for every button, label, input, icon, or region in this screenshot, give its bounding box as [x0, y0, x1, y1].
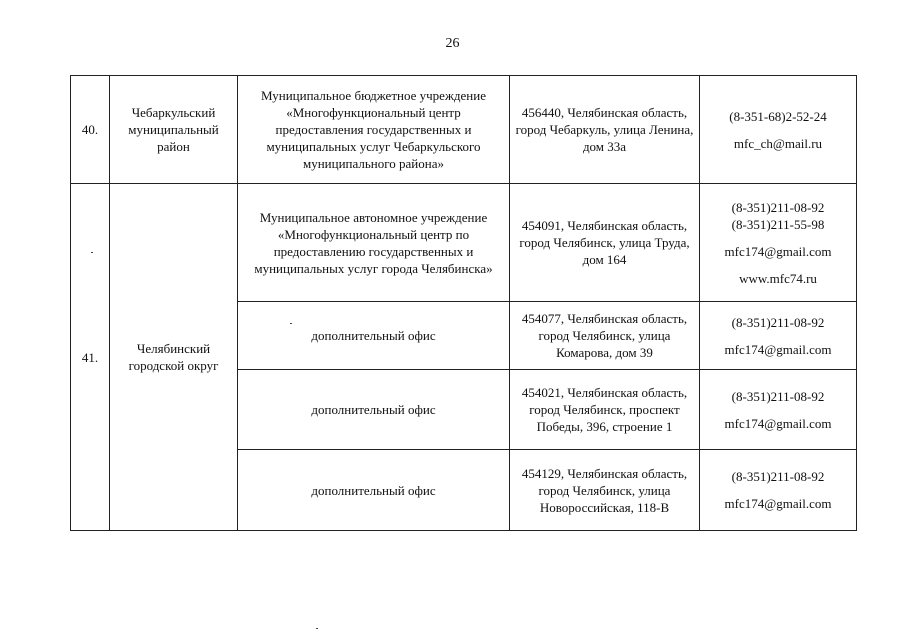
address-cell: [510, 184, 700, 302]
phone-number-secondary: (8-351)211-55-98: [731, 216, 825, 232]
address-cell: [510, 76, 700, 184]
address-text: 454021, Челябинская область, город Челябинск, проспект Победы, 396, строение 1: [521, 385, 688, 434]
contacts-cell: [700, 76, 857, 184]
address-text: 454077, Челябинская область, город Челябинск, улица Комарова, дом 39: [521, 311, 688, 360]
row-number-cell: [71, 184, 110, 531]
scan-speck: [91, 252, 93, 253]
row-number: 41.: [81, 349, 99, 365]
mfc-registry-table: [70, 75, 857, 531]
email-address: mfc_ch@mail.ru: [733, 135, 823, 151]
organization-name: дополнительный офис: [311, 402, 436, 417]
phone-number: (8-351)211-08-92: [731, 199, 825, 215]
district-cell: [110, 76, 238, 184]
contacts-cell: [700, 184, 857, 302]
address-cell: [510, 370, 700, 450]
organization-name: Муниципальное автономное учреждение «Многофункциональный центр по предоставлению государственных и муниципальных услуг города Челябинска»: [254, 209, 493, 276]
organization-cell: [238, 302, 510, 370]
address-text: 454091, Челябинская область, город Челябинск, улица Труда, дом 164: [519, 218, 690, 267]
email-address: mfc174@gmail.com: [724, 341, 832, 357]
organization-cell: [238, 370, 510, 450]
phone-number: (8-351)211-08-92: [731, 388, 825, 404]
phone-number: (8-351)211-08-92: [731, 469, 825, 484]
table-row: [71, 76, 857, 184]
address-cell: [510, 450, 700, 531]
organization-name: Муниципальное бюджетное учреждение «Многофункциональный центр предоставления государственных и муниципальных услуг Чебаркульского муниципального района»: [261, 88, 486, 171]
phone-number: (8-351)211-08-92: [731, 314, 825, 330]
phone-number: (8-351-68)2-52-24: [729, 108, 827, 124]
address-text: 456440, Челябинская область, город Чебаркуль, улица Ленина, дом 33а: [515, 105, 694, 154]
scan-speck: [316, 628, 318, 629]
scan-speck: [290, 323, 292, 324]
organization-name: дополнительный офис: [311, 328, 436, 343]
email-address: mfc174@gmail.com: [724, 243, 832, 259]
email-address: mfc174@gmail.com: [724, 496, 832, 511]
page-number: 26: [445, 36, 460, 51]
row-number: 40.: [81, 122, 99, 137]
address-text: 454129, Челябинская область, город Челябинск, улица Новороссийская, 118-В: [521, 465, 688, 515]
contacts-cell: [700, 450, 857, 531]
table-row: [71, 184, 857, 302]
email-address: mfc174@gmail.com: [724, 415, 832, 431]
contacts-cell: [700, 370, 857, 450]
website-address: www.mfc74.ru: [739, 270, 817, 286]
address-cell: [510, 302, 700, 370]
district-name: Чебаркульский муниципальный район: [128, 105, 219, 154]
organization-cell: [238, 450, 510, 531]
organization-cell: [238, 76, 510, 184]
district-cell: [110, 184, 238, 531]
contacts-cell: [700, 302, 857, 370]
organization-cell: [238, 184, 510, 302]
row-number-cell: [71, 76, 110, 184]
district-name: Челябинский городской округ: [128, 341, 219, 373]
organization-name: дополнительный офис: [311, 482, 436, 498]
